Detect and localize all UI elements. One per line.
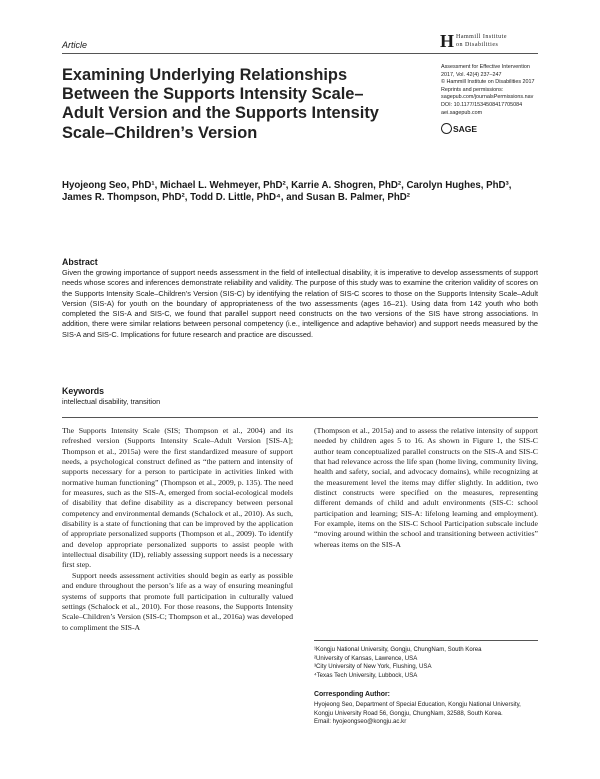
corresponding-author-heading: Corresponding Author: bbox=[314, 691, 390, 698]
journal-meta bbox=[441, 64, 581, 117]
keywords-text: intellectual disability, transition bbox=[62, 397, 161, 406]
publisher-logo bbox=[440, 32, 550, 54]
journal-volume: 2017, Vol. 42(4) 237–247 bbox=[441, 71, 502, 78]
body-paragraph: (Thompson et al., 2015a) and to assess the relative intensity of support needed by children ages 5 to 16. As shown in Figure 1, the SIS-C author team conceptualized parallel constructs on the SIS-A and SIS-C that had relevance across the life span (home living, community living, health and safety, social, and advocacy domains), while recognizing at the measurement level the items may differ slightly. In addition, two distinct constructs were specified on the measures, representing different demands of child and adult environments (SIS-C: school participation and learning; SIS-A: lifelong learning and employment). For example, items on the SIS-C School Participation subscale include “moving around within the school and transitioning between activities” whereas items on the SIS-A bbox=[314, 426, 538, 549]
copyright: © Hammill Institute on Disabilities 2017 bbox=[441, 79, 535, 86]
corresponding-author bbox=[314, 701, 538, 727]
reprints-label: Reprints and permissions: bbox=[441, 86, 504, 93]
publisher-mark: H bbox=[440, 31, 455, 51]
corresponding-author-email[interactable]: Email: hyojeongseo@kongju.ac.kr bbox=[314, 718, 407, 726]
abstract-heading: Abstract bbox=[62, 257, 98, 267]
article-type-label: Article bbox=[62, 40, 88, 50]
journal-name: Assessment for Effective Intervention bbox=[441, 64, 530, 70]
body-paragraph: The Supports Intensity Scale (SIS; Thompson et al., 2004) and its refreshed version (Supports Intensity Scale–Adult Version [SIS-A]; Thompson et al., 2015a) were the first standardized measure of support needs, a psychological construct defined as “the pattern and intensity of supports necessary for a person to participate in activities linked with normative human functioning” (Thompson et al., 2009, p. 135). The need for measures, such as the SIS-A, emerged from social-ecological models of disability that define disability as a discrepancy between personal competency and environmental demands (Schalock et al., 2010). As such, disability is a state of functioning that can be improved by the application of appropriate personalized supports (Thompson et al., 2009). To identify and develop appropriate personalized supports to assist people with intellectual disability (ID), reliably assessing support needs is a necessary first step. bbox=[62, 426, 293, 570]
keywords-heading: Keywords bbox=[62, 386, 105, 396]
body-paragraph: Support needs assessment activities should begin as early as possible and endure throughout the person’s life as a way of ensuring meaningful systems of supports that promote full participation in culturally valued settings (Schalock et al., 2010). For those reasons, the Supports Intensity Scale–Children’s Version (SIS-C; Thompson et al., 2016a) was developed to compliment the SIS-A bbox=[62, 570, 293, 632]
corresponding-author-address: Hyojeong Seo, Department of Special Education, Kongju National University, Kongju University Road 56, Gongju, ChungNam, 32588, South Korea. bbox=[314, 701, 521, 717]
affiliations bbox=[314, 646, 538, 680]
permissions-link[interactable]: sagepub.com/journalsPermissions.nav bbox=[441, 94, 534, 101]
sage-logo-text: SAGE bbox=[453, 124, 478, 134]
doi[interactable]: DOI: 10.1177/1534508417705084 bbox=[441, 101, 523, 108]
body-column-right bbox=[314, 426, 538, 550]
author-list: Hyojeong Seo, PhD¹, Michael L. Wehmeyer, PhD², Karrie A. Shogren, PhD², Carolyn Hughes, PhD³, James R. Thompson, PhD², Todd D. Little, PhD⁴, and Susan B. Palmer, PhD² bbox=[62, 180, 512, 204]
sage-circle-icon bbox=[441, 123, 452, 134]
footnote-rule bbox=[314, 640, 538, 641]
sage-logo bbox=[441, 123, 477, 134]
section-rule bbox=[62, 417, 538, 418]
abstract-text: Given the growing importance of support needs assessment in the field of intellectual disability, it is imperative to develop assessments of support needs whose scores and inferences demonstrate reliability and validity. The purpose of this study was to examine the criterion validity of scores on the Supports Intensity Scale–Children’s Version (SIS-C) by identifying the relation of SIS-C scores to those on the Supports Intensity Scale–Adult Version (SIS-A) for youth on the boundary of appropriateness of the two assessments (ages 16–21). Using data from 142 youth who both completed the SIS-A and SIS-C, we found that parallel support need constructs on the two versions of the SIS have strong associations. In addition, there were similar relations between personal competency (i.e., intelligence and adaptive behavior) and support needs measured by the SIS-A and SIS-C. Implications for future research and practice are discussed. bbox=[62, 268, 538, 339]
publisher-name-line1: Hammill Institute bbox=[456, 34, 507, 40]
publisher-name-line2: on Disabilities bbox=[456, 42, 499, 48]
affiliation: ¹Kongju National University, Gongju, ChungNam, South Korea bbox=[314, 646, 482, 653]
article-title: Examining Underlying Relationships Between the Supports Intensity Scale–Adult Version and the Supports Intensity Scale–Children’s Version bbox=[62, 66, 379, 142]
journal-site[interactable]: aei.sagepub.com bbox=[441, 109, 483, 116]
affiliation: ²University of Kansas, Lawrence, USA bbox=[314, 654, 418, 662]
affiliation: ⁴Texas Tech University, Lubbock, USA bbox=[314, 671, 418, 679]
affiliation: ³City University of New York, Flushing, USA bbox=[314, 663, 432, 671]
body-column-left bbox=[62, 426, 293, 633]
